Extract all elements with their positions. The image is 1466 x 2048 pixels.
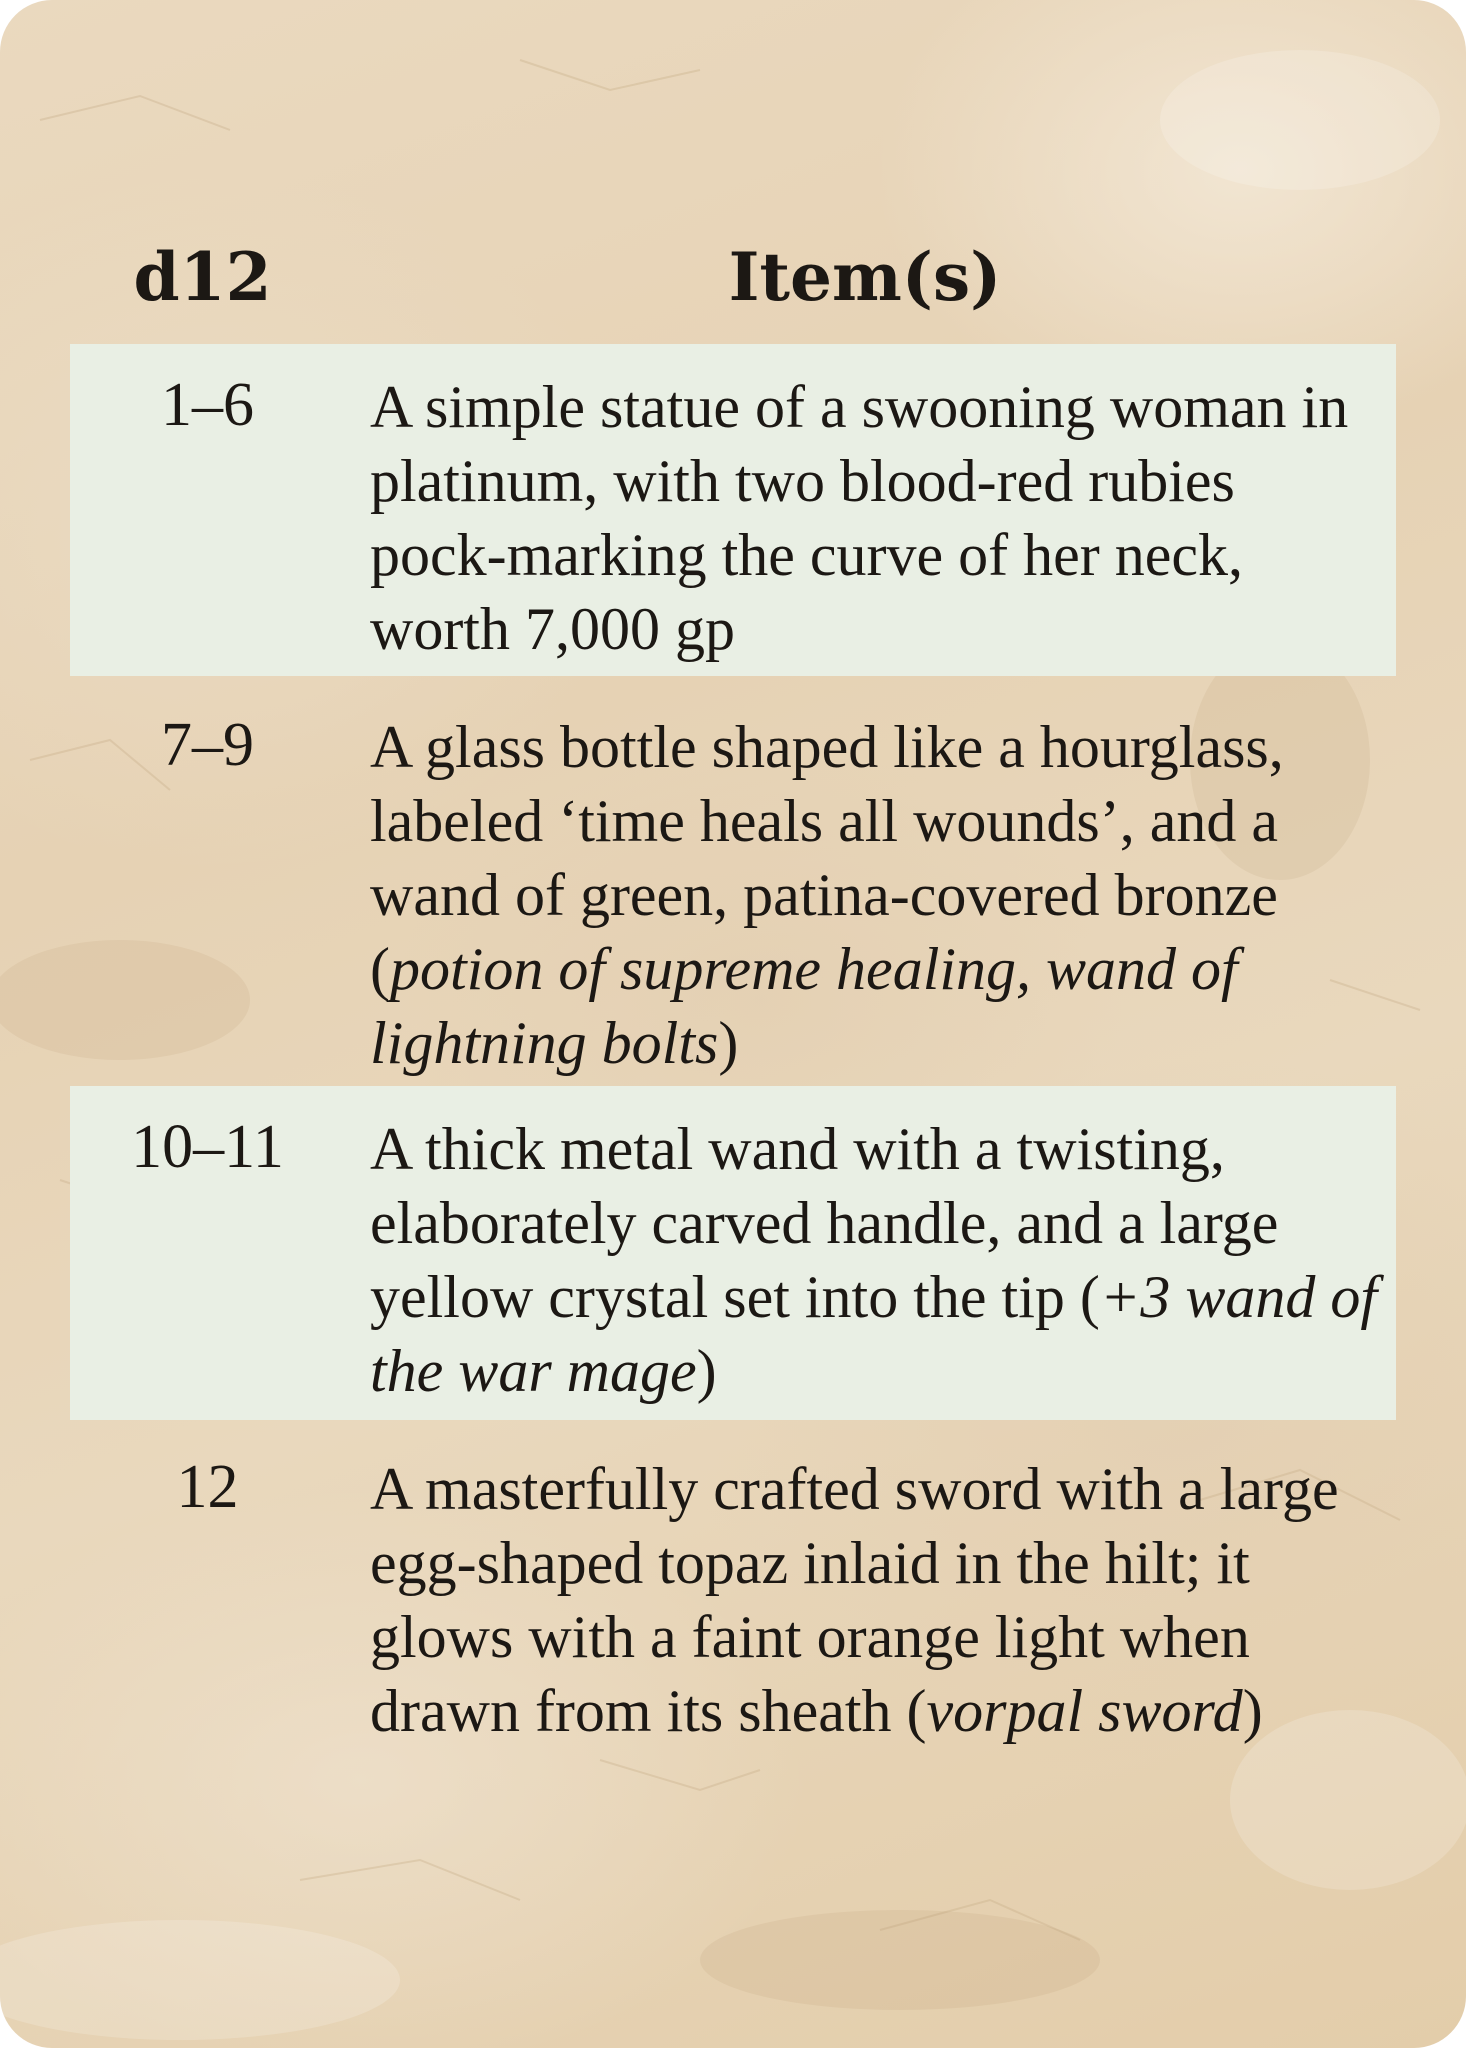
description-tail: ) — [1242, 1678, 1263, 1744]
item-description — [370, 1452, 1380, 1748]
description-tail: ) — [696, 1338, 717, 1404]
item-description — [370, 1112, 1380, 1408]
roll-range: 12 — [176, 1453, 239, 1521]
item-description — [370, 370, 1380, 666]
description-text: A masterfully crafted sword with a large egg-shaped topaz inlaid in the hilt; it glows with a faint orange light when drawn from its sheath ( — [370, 1456, 1339, 1744]
description-tail: ) — [718, 1010, 739, 1076]
magic-item-names: vorpal sword — [926, 1678, 1243, 1744]
table-row — [70, 676, 1396, 1086]
roll-range: 7–9 — [161, 711, 254, 779]
item-description — [370, 710, 1380, 1080]
magic-item-names: +3 wand of the war mage — [370, 1264, 1378, 1404]
table-header — [0, 238, 1466, 328]
table-row — [70, 1086, 1396, 1420]
table-row — [70, 344, 1396, 676]
magic-item-names: potion of supreme healing, wand of lightning bolts — [370, 936, 1238, 1076]
description-text: A thick metal wand with a twisting, elaborately carved handle, and a large yellow crystal set into the tip ( — [370, 1116, 1279, 1330]
roll-range: 10–11 — [131, 1113, 284, 1181]
column-header-roll: d12 — [133, 238, 272, 316]
table-row — [70, 1420, 1396, 1830]
roll-range: 1–6 — [161, 371, 254, 439]
description-text: A glass bottle shaped like a hourglass, labeled ‘time heals all wounds’, and a wand of green, patina-covered bronze ( — [370, 714, 1284, 1002]
column-header-items: Item(s) — [728, 238, 1002, 316]
description-text: A simple statue of a swooning woman in platinum, with two blood-red rubies pock-marking the curve of her neck, worth 7,000 gp — [370, 374, 1349, 662]
